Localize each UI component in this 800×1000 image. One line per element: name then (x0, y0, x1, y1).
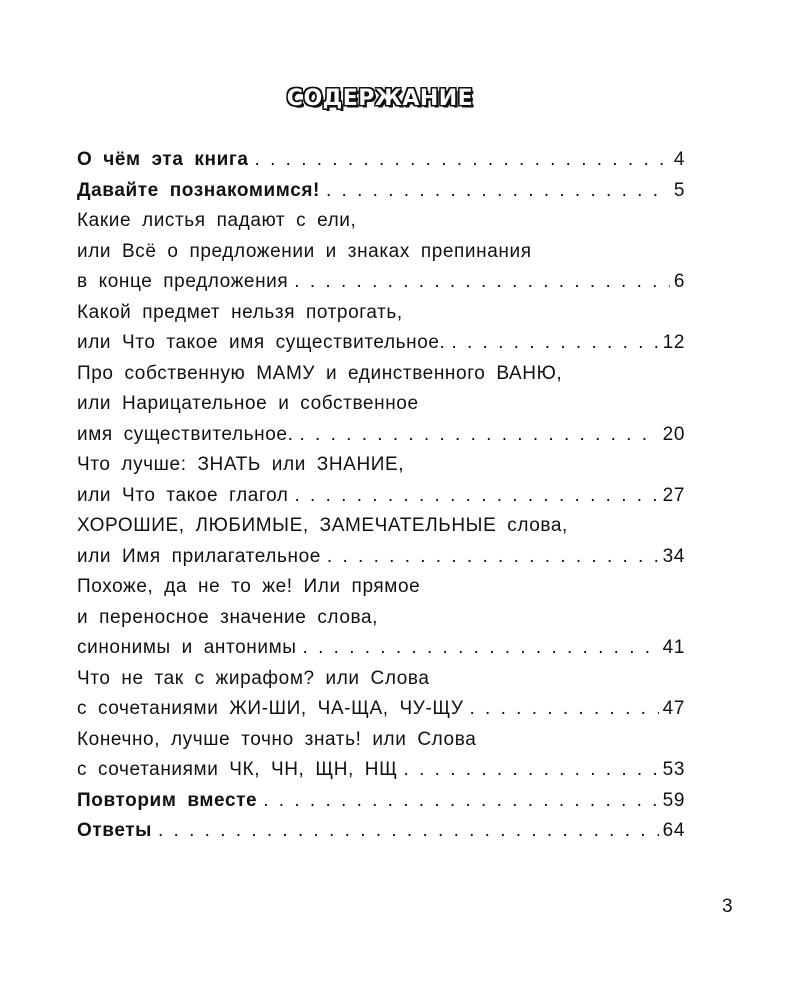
toc-entry (77, 694, 685, 725)
toc-title: СОДЕРЖАНИЕ (286, 86, 474, 111)
dot-leader (299, 420, 658, 451)
toc-entry-page: 20 (662, 423, 685, 445)
toc-entry-text: ХОРОШИЕ, ЛЮБИМЫЕ, ЗАМЕЧАТЕЛЬНЫЕ слова, (77, 515, 568, 536)
toc-entry-line (77, 511, 685, 542)
dot-leader (263, 786, 658, 817)
toc-entry (77, 816, 685, 847)
toc-entry-page: 59 (662, 789, 685, 811)
toc-entry-text: О чём эта книга (77, 149, 249, 170)
toc-entry-text: с сочетаниями ЧК, ЧН, ЩН, НЩ (77, 759, 398, 780)
toc-entry-text: Повторим вместе (77, 789, 258, 811)
toc-entry (77, 267, 685, 298)
toc-entry-line (77, 725, 685, 756)
toc-entry (77, 786, 685, 817)
toc-entry-text: Что лучше: ЗНАТЬ или ЗНАНИЕ, (77, 454, 405, 475)
toc-entry-page: 64 (662, 820, 685, 841)
toc-entry-line (77, 206, 685, 237)
toc-entry-line (77, 603, 685, 634)
toc-entry (77, 420, 685, 451)
toc-entry-page: 12 (662, 332, 685, 353)
toc-entry-text: или Имя прилагательное (77, 545, 321, 567)
toc-entry-page: 41 (662, 637, 685, 658)
dot-leader (294, 267, 670, 298)
toc-entry (77, 145, 685, 176)
toc-entry-text: Давайте познакомимся! (77, 179, 320, 201)
dot-leader (327, 542, 659, 573)
dot-leader (158, 816, 659, 847)
toc-entry-text: и переносное значение слова, (77, 606, 379, 628)
toc-entry-text: или Всё о предложении и знаках препинания (77, 240, 532, 262)
toc-entry-text: или Нарицательное и собственное (77, 393, 419, 414)
toc-entry-text: Какой предмет нельзя потрогать, (77, 301, 403, 323)
toc-entry (77, 481, 685, 512)
toc-list (77, 145, 685, 847)
toc-entry-page: 34 (662, 545, 685, 567)
toc-entry-text: Про собственную МАМУ и единственного ВАНЮ, (77, 362, 563, 384)
toc-entry-line (77, 359, 685, 390)
dot-leader (303, 633, 659, 664)
toc-entry (77, 755, 685, 786)
toc-entry-page: 5 (673, 179, 685, 201)
toc-entry-line (77, 237, 685, 268)
dot-leader (470, 694, 659, 725)
dot-leader (451, 328, 658, 359)
dot-leader (326, 176, 670, 207)
dot-leader (255, 145, 670, 176)
toc-entry-text: Что не так с жирафом? или Слова (77, 667, 430, 689)
toc-entry (77, 542, 685, 573)
toc-entry-page: 6 (673, 271, 685, 292)
toc-entry-text: с сочетаниями ЖИ-ШИ, ЧА-ЩА, ЧУ-ЩУ (77, 698, 464, 719)
toc-entry-line (77, 389, 685, 420)
toc-entry-text: имя существительное. (77, 423, 294, 445)
toc-entry-text: Ответы (77, 820, 152, 841)
toc-entry-line (77, 450, 685, 481)
toc-entry-text: синонимы и антонимы (77, 637, 297, 658)
toc-entry-text: Какие листья падают с ели, (77, 210, 357, 231)
toc-entry-text: Похоже, да не то же! Или прямое (77, 576, 421, 597)
toc-entry-text: в конце предложения (77, 271, 289, 292)
dot-leader (404, 755, 659, 786)
page-number: 3 (722, 896, 733, 917)
toc-entry (77, 633, 685, 664)
dot-leader (295, 481, 659, 512)
toc-entry-line (77, 298, 685, 329)
toc-entry-page: 27 (662, 484, 685, 506)
toc-entry-page: 47 (662, 698, 685, 719)
toc-entry-text: или Что такое глагол (77, 484, 289, 506)
toc-entry-line (77, 572, 685, 603)
toc-entry-text: или Что такое имя существительное. (77, 332, 446, 353)
toc-entry-page: 53 (662, 759, 685, 780)
toc-entry (77, 328, 685, 359)
toc-entry (77, 176, 685, 207)
toc-entry-text: Конечно, лучше точно знать! или Слова (77, 728, 477, 750)
toc-entry-page: 4 (673, 149, 685, 170)
toc-entry-line (77, 664, 685, 695)
